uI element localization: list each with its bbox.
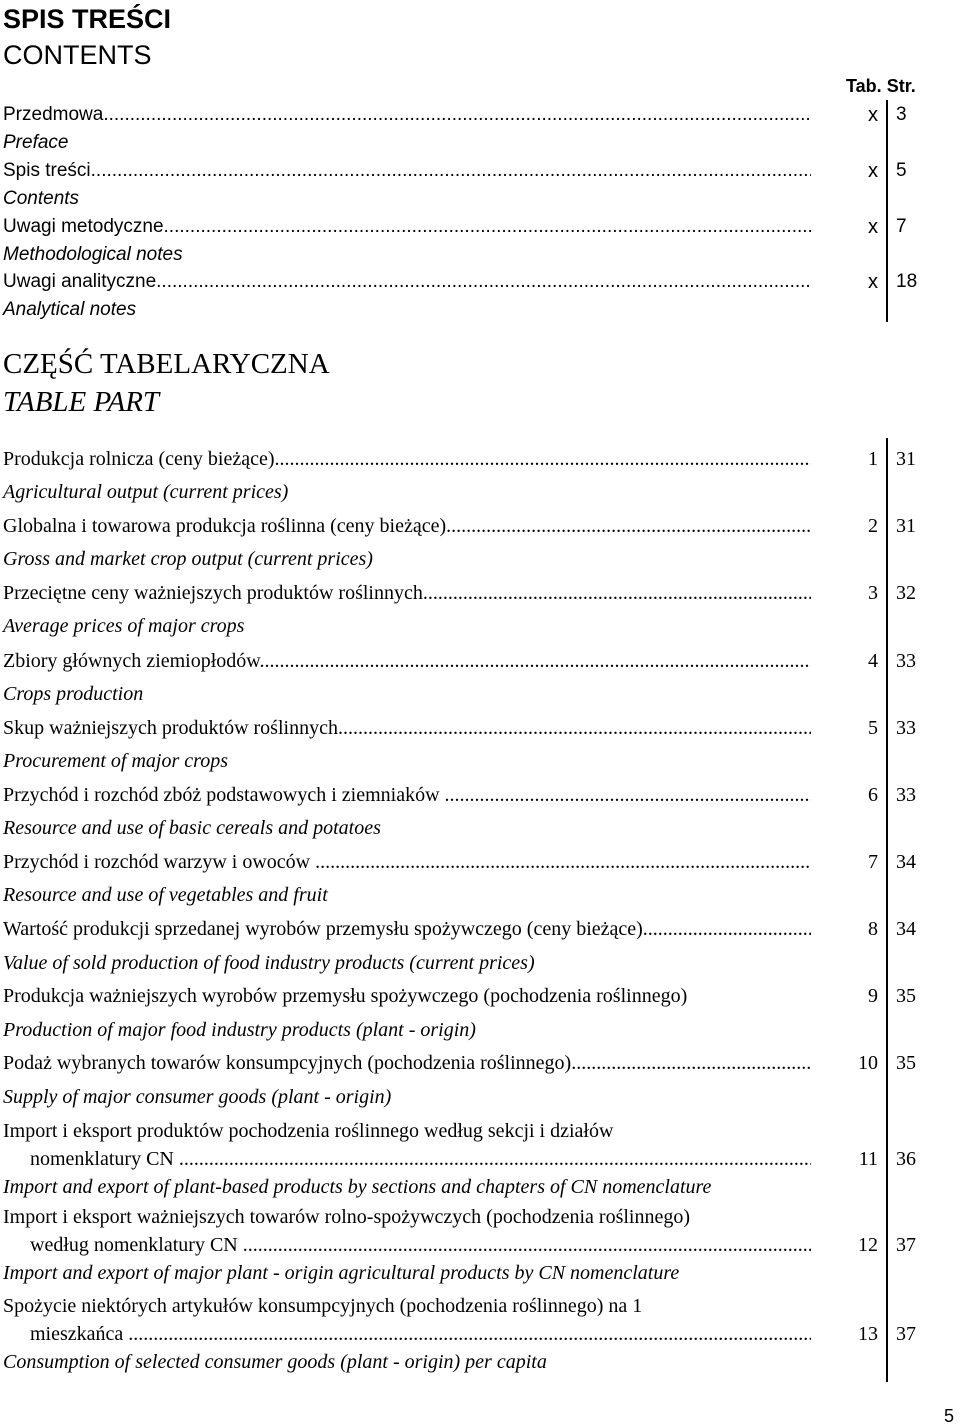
toc-tab: x [868,104,878,126]
toc-entry-english: Consumption of selected consumer goods (plant - origin) per capita [3,1351,547,1373]
toc-entry[interactable]: Wartość produkcji sprzedanej wyrobów przemysłu spożywczego (ceny bieżące) ..... [3,917,811,941]
toc-page: 18 [896,271,918,292]
toc-entry[interactable]: Podaż wybranych towarów konsumpcyjnych (pochodzenia roślinnego) ..... [3,1051,811,1075]
toc-page: 33 [896,717,916,739]
column-headers [846,76,916,97]
toc-page: 7 [896,216,907,237]
section-heading-english: TABLE PART [3,386,160,418]
toc-entry[interactable]: Spożycie niektórych artykułów konsumpcyjnych (pochodzenia roślinnego) na 1 [3,1295,643,1317]
toc-entry-english: Resource and use of vegetables and fruit [3,884,328,906]
toc-entry[interactable]: Przychód i rozchód warzyw i owoców ..... [3,850,811,874]
toc-tab: 9 [868,985,878,1007]
toc-entry-english: Import and export of plant-based products by sections and chapters of CN nomenclature [3,1176,712,1198]
column-divider-top [886,100,888,322]
toc-entry-english: Agricultural output (current prices) [3,481,289,503]
toc-entry[interactable]: Produkcja ważniejszych wyrobów przemysłu spożywczego (pochodzenia roślinnego) [3,985,688,1007]
toc-page: 34 [896,918,916,940]
toc-tab: 2 [868,515,878,537]
page-number: 5 [944,1406,955,1426]
toc-entry[interactable]: Produkcja rolnicza (ceny bieżące) ..... [3,447,811,471]
toc-page: 32 [896,582,916,604]
toc-tab: 8 [868,918,878,940]
toc-entry-english: Resource and use of basic cereals and potatoes [3,817,381,839]
toc-tab: 5 [868,717,878,739]
toc-page: 37 [896,1323,916,1345]
toc-tab: 3 [868,582,878,604]
toc-tab: 13 [858,1323,878,1345]
toc-page: 33 [896,784,916,806]
toc-page: 3 [896,104,907,125]
toc-tab: x [868,271,878,293]
toc-tab: 10 [858,1052,878,1074]
page-title-english: CONTENTS [3,40,152,70]
toc-tab: 6 [868,784,878,806]
toc-entry-continuation[interactable]: nomenklatury CN ..... [30,1147,811,1171]
toc-entry[interactable]: Przeciętne ceny ważniejszych produktów roślinnych ..... [3,581,811,605]
toc-page: 33 [896,650,916,672]
toc-entry-continuation[interactable]: mieszkańca ..... [30,1322,811,1346]
column-header-page: Str. [886,76,916,96]
toc-page: 34 [896,851,916,873]
toc-entry-contents[interactable]: Spis treści ..... [3,159,811,183]
page-title: SPIS TREŚCI [3,4,172,34]
toc-entry-english: Procurement of major crops [3,750,228,772]
toc-entry-english: Preface [3,132,69,153]
toc-page: 35 [896,1052,916,1074]
toc-tab: 4 [868,650,878,672]
toc-entry-methodological-notes[interactable]: Uwagi metodyczne ..... [3,215,811,239]
toc-tab: 7 [868,851,878,873]
toc-entry-english: Production of major food industry products (plant - origin) [3,1019,476,1041]
toc-tab: 12 [858,1234,878,1256]
toc-entry-english: Gross and market crop output (current prices) [3,548,373,570]
toc-entry[interactable]: Skup ważniejszych produktów roślinnych ..... [3,716,811,740]
toc-page: 5 [896,160,907,181]
toc-entry[interactable]: Zbiory głównych ziemiopłodów ..... [3,649,811,673]
toc-entry-english: Supply of major consumer goods (plant - origin) [3,1086,392,1108]
toc-page: 31 [896,448,916,470]
toc-entry[interactable]: Globalna i towarowa produkcja roślinna (ceny bieżące) ..... [3,514,811,538]
toc-entry-analytical-notes[interactable]: Uwagi analityczne ..... [3,270,811,294]
toc-entry-english: Methodological notes [3,244,183,265]
toc-entry-english: Analytical notes [3,299,137,320]
toc-tab: 1 [868,448,878,470]
column-header-tab: Tab. [846,76,882,96]
toc-entry[interactable]: Import i eksport ważniejszych towarów rolno-spożywczych (pochodzenia roślinnego) [3,1206,691,1228]
toc-entry[interactable]: Przychód i rozchód zbóż podstawowych i ziemniaków ..... [3,783,811,807]
toc-tab: x [868,160,878,182]
toc-page: 35 [896,985,916,1007]
toc-entry-continuation[interactable]: według nomenklatury CN ..... [30,1233,811,1257]
toc-tab: x [868,216,878,238]
toc-tab: 11 [858,1148,878,1170]
toc-entry-english: Value of sold production of food industry products (current prices) [3,952,535,974]
column-divider-tables [886,438,888,1382]
toc-page: 31 [896,515,916,537]
toc-entry-preface[interactable]: Przedmowa ..... [3,103,811,127]
toc-entry-english: Crops production [3,683,144,705]
toc-entry[interactable]: Import i eksport produktów pochodzenia roślinnego według sekcji i działów [3,1120,614,1142]
toc-entry-english: Contents [3,188,80,209]
section-heading: CZĘŚĆ TABELARYCZNA [3,348,330,380]
toc-entry-english: Import and export of major plant - origin agricultural products by CN nomenclature [3,1262,680,1284]
toc-page: 37 [896,1234,916,1256]
toc-entry-english: Average prices of major crops [3,615,245,637]
toc-page: 36 [896,1148,916,1170]
